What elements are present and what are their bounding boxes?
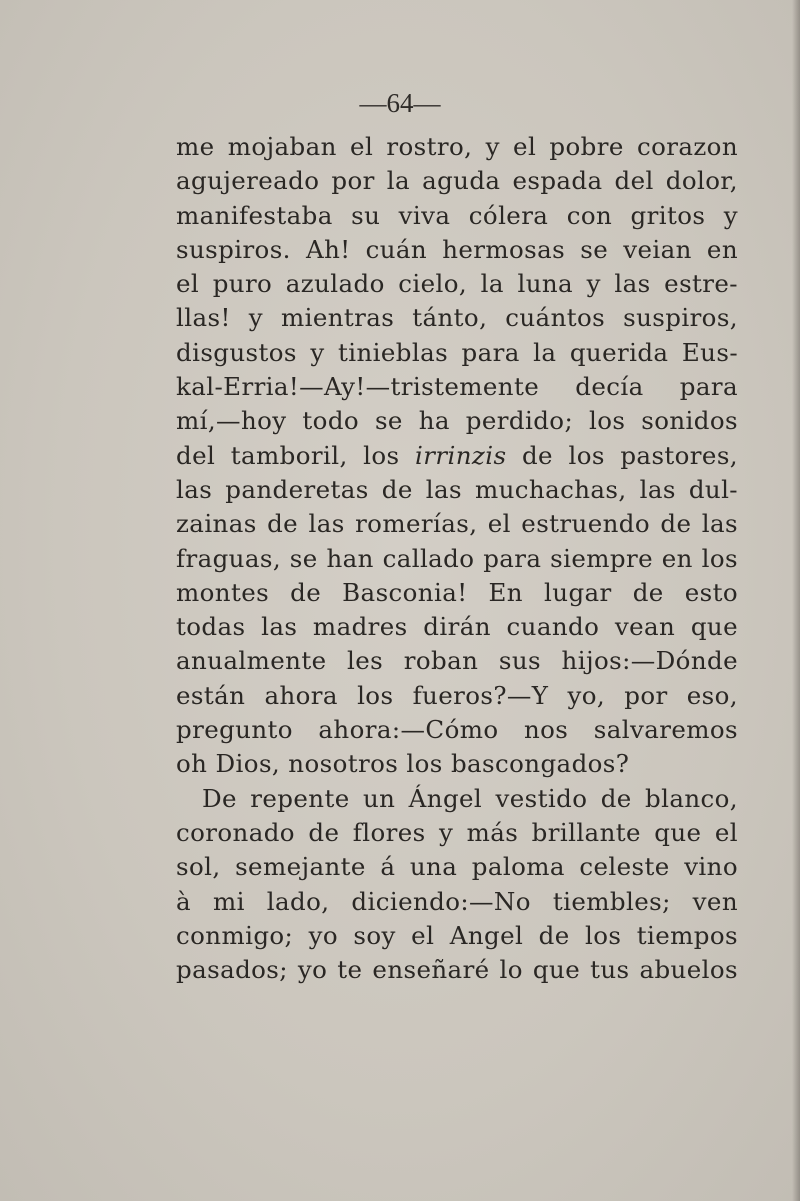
text-line: montes de Basconia! En lugar de esto [176, 577, 738, 607]
text-line: sol, semejante á una paloma celeste vino [176, 852, 738, 882]
text-line: las panderetas de las muchachas, las dul- [176, 474, 738, 504]
text-line: disgustos y tinieblas para la querida Eus- [176, 337, 738, 367]
text-line: mí,—hoy todo se ha perdido; los sonidos [176, 406, 738, 436]
text-line: zainas de las romerías, el estruendo de las [176, 509, 738, 539]
text-line: manifestaba su viva cólera con gritos y [176, 200, 738, 230]
text-line: conmigo; yo soy el Angel de los tiempos [176, 920, 738, 950]
text-line: el puro azulado cielo, la luna y las estre- [176, 269, 738, 299]
text-line: están ahora los fueros?—Y yo, por eso, [176, 680, 738, 710]
page-number: —64— [359, 88, 441, 118]
text-line: todas las madres dirán cuando vean que [176, 612, 738, 642]
italic-term: irrinzis [415, 440, 507, 470]
text-segment: del tamboril, los [176, 440, 400, 470]
page-edge-shadow [792, 0, 800, 1201]
text-line: kal-Erria!—Ay!—tristemente decía para [176, 372, 738, 402]
text-line: coronado de flores y más brillante que el [176, 817, 738, 847]
text-line: suspiros. Ah! cuán hermosas se veian en [176, 234, 738, 264]
text-segment: de los pastores, [521, 440, 738, 470]
text-line: me mojaban el rostro, y el pobre corazon [176, 132, 738, 161]
text-line: anualmente les roban sus hijos:—Dónde [176, 646, 738, 676]
text-line: fraguas, se han callado para siempre en los [176, 543, 738, 573]
text-line [176, 439, 738, 473]
text-line: oh Dios, nosotros los bascongados? [176, 749, 630, 779]
text-line: pasados; yo te enseñaré lo que tus abuelos [176, 955, 738, 985]
text-line: agujereado por la aguda espada del dolor, [176, 166, 738, 196]
text-line: à mi lado, diciendo:—No tiembles; ven [176, 886, 738, 916]
text-line: De repente un Ángel vestido de blanco, [202, 783, 738, 813]
text-line: pregunto ahora:—Cómo nos salvaremos [176, 715, 738, 745]
body-text [176, 130, 738, 987]
text-line: llas! y mientras tánto, cuántos suspiros, [176, 303, 738, 333]
